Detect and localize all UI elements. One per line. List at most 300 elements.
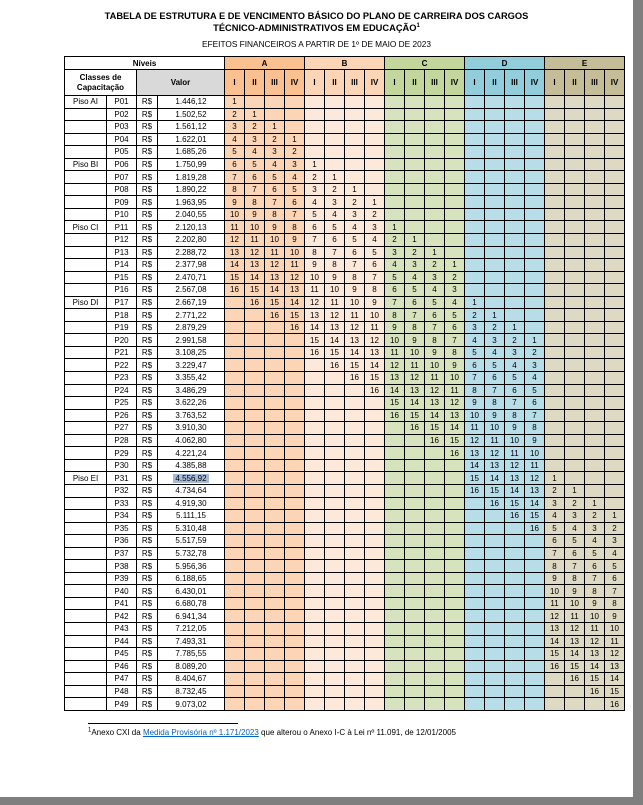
level-cell: [325, 409, 345, 422]
table-row-P07: [65, 171, 625, 184]
document-title: [0, 10, 633, 34]
level-cell: [325, 547, 345, 560]
level-cell: [525, 171, 545, 184]
level-cell: 8: [365, 284, 385, 297]
piso-cell: [65, 259, 107, 272]
step-cell: P49: [107, 698, 137, 711]
footnote-link[interactable]: Medida Provisória nº 1.171/2023: [142, 727, 259, 737]
level-cell: [545, 334, 565, 347]
level-cell: 16: [505, 510, 525, 523]
level-cell: [605, 221, 625, 234]
level-cell: 13: [485, 459, 505, 472]
level-cell: [245, 597, 265, 610]
level-cell: [545, 685, 565, 698]
level-cell: 7: [445, 334, 465, 347]
level-cell: [425, 447, 445, 460]
value-cell: 8.732,45: [158, 685, 225, 698]
level-cell: [225, 648, 245, 661]
level-cell: [285, 472, 305, 485]
level-cell: [525, 296, 545, 309]
level-cell: 3: [285, 158, 305, 171]
level-cell: 8: [405, 321, 425, 334]
level-cell: 13: [605, 660, 625, 673]
level-cell: [405, 572, 425, 585]
level-cell: [385, 171, 405, 184]
level-cell: [385, 497, 405, 510]
level-cell: [545, 409, 565, 422]
level-cell: [385, 648, 405, 661]
value-cell: 2.120,13: [158, 221, 225, 234]
level-cell: [505, 547, 525, 560]
level-cell: [225, 673, 245, 686]
value-cell: 3.486,29: [158, 384, 225, 397]
level-cell: 7: [565, 560, 585, 573]
level-cell: 14: [345, 346, 365, 359]
level-cell: [605, 296, 625, 309]
piso-cell: [65, 108, 107, 121]
level-cell: [505, 133, 525, 146]
level-cell: 4: [425, 284, 445, 297]
level-cell: [545, 133, 565, 146]
level-cell: 7: [525, 409, 545, 422]
level-cell: [505, 96, 525, 109]
level-cell: [365, 422, 385, 435]
level-cell: 3: [365, 221, 385, 234]
level-cell: [505, 171, 525, 184]
level-cell: [445, 597, 465, 610]
level-cell: 7: [545, 547, 565, 560]
level-cell: 4: [485, 346, 505, 359]
level-cell: 8: [565, 572, 585, 585]
level-cell: [565, 434, 585, 447]
currency-cell: R$: [137, 284, 158, 297]
level-cell: [345, 535, 365, 548]
level-cell: 3: [225, 121, 245, 134]
highlighted-value: 4.556,92: [175, 473, 207, 483]
table-row-P09: [65, 196, 625, 209]
level-cell: 11: [565, 610, 585, 623]
level-cell: [465, 96, 485, 109]
level-cell: [425, 685, 445, 698]
table-row-P12: [65, 234, 625, 247]
currency-cell: R$: [137, 685, 158, 698]
level-cell: 3: [525, 359, 545, 372]
level-cell: [545, 234, 565, 247]
currency-cell: R$: [137, 610, 158, 623]
level-cell: 15: [545, 648, 565, 661]
level-cell: [385, 685, 405, 698]
level-cell: 6: [245, 171, 265, 184]
level-cell: [585, 372, 605, 385]
level-cell: [445, 585, 465, 598]
level-cell: [345, 108, 365, 121]
level-cell: [385, 585, 405, 598]
level-cell: [245, 648, 265, 661]
level-cell: [545, 183, 565, 196]
level-cell: [565, 271, 585, 284]
table-row-P10: [65, 208, 625, 221]
level-cell: [445, 472, 465, 485]
level-cell: [545, 146, 565, 159]
level-cell: [445, 221, 465, 234]
level-cell: [285, 108, 305, 121]
piso-cell: [65, 560, 107, 573]
level-cell: [345, 158, 365, 171]
level-cell: [405, 585, 425, 598]
step-cell: P19: [107, 321, 137, 334]
level-cell: [345, 622, 365, 635]
level-cell: [405, 434, 425, 447]
level-cell: 3: [425, 271, 445, 284]
level-cell: [465, 497, 485, 510]
level-cell: [485, 259, 505, 272]
level-cell: [225, 560, 245, 573]
level-cell: [325, 422, 345, 435]
table-row-P17: [65, 296, 625, 309]
level-cell: 12: [345, 321, 365, 334]
currency-cell: R$: [137, 459, 158, 472]
level-cell: 10: [425, 359, 445, 372]
level-cell: [265, 535, 285, 548]
level-cell: 9: [425, 346, 445, 359]
level-cell: 1: [345, 183, 365, 196]
level-cell: [345, 510, 365, 523]
level-cell: 16: [245, 296, 265, 309]
value-cell: 2.040,55: [158, 208, 225, 221]
valor-header: Valor: [137, 70, 225, 96]
level-cell: 3: [445, 284, 465, 297]
level-cell: 5: [345, 234, 365, 247]
level-cell: [225, 346, 245, 359]
level-cell: 8: [545, 560, 565, 573]
step-cell: P18: [107, 309, 137, 322]
level-cell: 8: [225, 183, 245, 196]
level-cell: [585, 321, 605, 334]
level-cell: [245, 497, 265, 510]
level-cell: [505, 121, 525, 134]
level-cell: 6: [385, 284, 405, 297]
level-cell: 4: [345, 221, 365, 234]
footnote-marker: 1: [88, 727, 92, 734]
level-cell: [545, 296, 565, 309]
salary-table: [64, 56, 625, 711]
salary-table-header: [65, 57, 625, 96]
level-cell: [425, 648, 445, 661]
piso-cell: [65, 384, 107, 397]
level-cell: [265, 522, 285, 535]
value-cell: 1.622,01: [158, 133, 225, 146]
level-cell: 2: [285, 146, 305, 159]
level-cell: [545, 673, 565, 686]
level-cell: 3: [305, 183, 325, 196]
level-cell: 7: [285, 208, 305, 221]
table-row-P22: [65, 359, 625, 372]
level-cell: [365, 121, 385, 134]
level-cell: [405, 685, 425, 698]
step-cell: P03: [107, 121, 137, 134]
level-cell: [385, 547, 405, 560]
level-cell: [445, 610, 465, 623]
level-cell: [305, 96, 325, 109]
level-cell: 3: [465, 321, 485, 334]
level-cell: 10: [285, 246, 305, 259]
value-cell: 1.890,22: [158, 183, 225, 196]
level-cell: [285, 459, 305, 472]
level-cell: [605, 409, 625, 422]
level-cell: [325, 121, 345, 134]
step-cell: P39: [107, 572, 137, 585]
table-row-P29: [65, 447, 625, 460]
currency-cell: R$: [137, 246, 158, 259]
level-cell: [225, 572, 245, 585]
level-cell: [445, 535, 465, 548]
level-cell: 7: [405, 309, 425, 322]
level-cell: 2: [465, 309, 485, 322]
level-cell: 3: [505, 346, 525, 359]
level-cell: 15: [565, 660, 585, 673]
level-cell: [465, 673, 485, 686]
currency-cell: R$: [137, 96, 158, 109]
level-cell: [385, 572, 405, 585]
level-cell: [265, 397, 285, 410]
level-cell: [505, 522, 525, 535]
table-row-P38: [65, 560, 625, 573]
level-cell: [305, 685, 325, 698]
level-cell: [365, 572, 385, 585]
level-cell: [505, 622, 525, 635]
level-cell: 12: [605, 648, 625, 661]
level-header-c-iv: IV: [445, 70, 465, 96]
level-cell: 10: [525, 447, 545, 460]
level-cell: [445, 510, 465, 523]
level-cell: [265, 409, 285, 422]
level-cell: [365, 610, 385, 623]
level-cell: 3: [405, 259, 425, 272]
level-cell: [545, 284, 565, 297]
level-cell: [385, 610, 405, 623]
level-cell: [345, 522, 365, 535]
currency-cell: R$: [137, 271, 158, 284]
level-cell: 1: [485, 309, 505, 322]
level-cell: [465, 208, 485, 221]
level-cell: [265, 321, 285, 334]
level-cell: [565, 346, 585, 359]
level-cell: [405, 472, 425, 485]
level-cell: [245, 660, 265, 673]
level-cell: [545, 346, 565, 359]
level-cell: [585, 271, 605, 284]
table-row-P47: [65, 673, 625, 686]
level-cell: [585, 121, 605, 134]
level-cell: 3: [485, 334, 505, 347]
level-cell: [345, 146, 365, 159]
level-cell: 9: [605, 610, 625, 623]
table-row-P32: [65, 484, 625, 497]
level-cell: [465, 572, 485, 585]
level-cell: [545, 397, 565, 410]
piso-cell: [65, 648, 107, 661]
level-cell: 9: [505, 422, 525, 435]
piso-cell: Piso AI: [65, 96, 107, 109]
piso-cell: [65, 622, 107, 635]
level-cell: [565, 108, 585, 121]
level-cell: [565, 183, 585, 196]
level-cell: [565, 685, 585, 698]
level-cell: [345, 459, 365, 472]
level-cell: 14: [445, 422, 465, 435]
level-cell: [505, 572, 525, 585]
level-cell: [365, 133, 385, 146]
level-cell: [585, 359, 605, 372]
classes-header: Classes de Capacitação: [65, 70, 137, 96]
level-cell: [465, 522, 485, 535]
level-header-a-iii: III: [265, 70, 285, 96]
level-cell: [505, 610, 525, 623]
level-cell: [285, 510, 305, 523]
level-cell: [305, 359, 325, 372]
level-cell: [305, 660, 325, 673]
currency-cell: R$: [137, 472, 158, 485]
level-cell: [425, 234, 445, 247]
level-cell: 13: [585, 648, 605, 661]
level-cell: [605, 422, 625, 435]
piso-cell: [65, 196, 107, 209]
level-cell: [325, 158, 345, 171]
level-cell: 3: [565, 510, 585, 523]
level-cell: 1: [285, 133, 305, 146]
level-cell: [565, 259, 585, 272]
level-cell: 4: [405, 271, 425, 284]
level-cell: [305, 522, 325, 535]
level-cell: [525, 133, 545, 146]
level-cell: [305, 108, 325, 121]
level-cell: [485, 296, 505, 309]
level-cell: 7: [265, 196, 285, 209]
level-cell: 15: [525, 510, 545, 523]
level-cell: 15: [425, 422, 445, 435]
table-row-P37: [65, 547, 625, 560]
level-cell: [385, 183, 405, 196]
level-cell: 15: [245, 284, 265, 297]
level-cell: [405, 221, 425, 234]
level-cell: [445, 635, 465, 648]
level-cell: 5: [605, 560, 625, 573]
level-cell: [605, 108, 625, 121]
level-cell: [485, 208, 505, 221]
currency-cell: R$: [137, 409, 158, 422]
value-cell: 1.750,99: [158, 158, 225, 171]
level-header-d-ii: II: [485, 70, 505, 96]
value-cell: 9.073,02: [158, 698, 225, 711]
level-cell: 4: [385, 259, 405, 272]
level-header-b-iv: IV: [365, 70, 385, 96]
level-cell: 8: [505, 409, 525, 422]
level-cell: [545, 208, 565, 221]
level-cell: [465, 635, 485, 648]
currency-cell: R$: [137, 434, 158, 447]
currency-cell: R$: [137, 372, 158, 385]
level-cell: [465, 246, 485, 259]
step-cell: P35: [107, 522, 137, 535]
level-cell: [605, 372, 625, 385]
step-cell: P36: [107, 535, 137, 548]
table-row-P36: [65, 535, 625, 548]
level-cell: [585, 259, 605, 272]
level-cell: [225, 535, 245, 548]
currency-cell: R$: [137, 560, 158, 573]
level-cell: 9: [265, 221, 285, 234]
level-cell: [285, 334, 305, 347]
table-row-P16: [65, 284, 625, 297]
level-cell: 6: [525, 397, 545, 410]
value-cell: 7.493,31: [158, 635, 225, 648]
level-cell: 11: [545, 597, 565, 610]
level-cell: [325, 108, 345, 121]
level-cell: [425, 96, 445, 109]
level-cell: [365, 685, 385, 698]
level-cell: 11: [425, 372, 445, 385]
step-cell: P21: [107, 346, 137, 359]
level-cell: 5: [465, 346, 485, 359]
level-cell: [485, 585, 505, 598]
level-cell: [525, 221, 545, 234]
currency-cell: R$: [137, 221, 158, 234]
level-cell: 8: [585, 585, 605, 598]
level-cell: 10: [265, 234, 285, 247]
level-cell: [565, 372, 585, 385]
level-cell: [445, 208, 465, 221]
level-cell: 15: [345, 359, 365, 372]
level-cell: [365, 497, 385, 510]
level-cell: [385, 673, 405, 686]
level-cell: 6: [445, 321, 465, 334]
step-cell: P27: [107, 422, 137, 435]
currency-cell: R$: [137, 622, 158, 635]
level-cell: [605, 121, 625, 134]
level-cell: [325, 484, 345, 497]
level-cell: 13: [445, 409, 465, 422]
level-cell: [505, 597, 525, 610]
level-cell: [605, 196, 625, 209]
level-cell: [525, 108, 545, 121]
currency-cell: R$: [137, 196, 158, 209]
level-cell: [445, 698, 465, 711]
level-cell: [365, 459, 385, 472]
level-cell: 12: [565, 622, 585, 635]
level-cell: 8: [285, 221, 305, 234]
level-cell: [225, 409, 245, 422]
step-cell: P20: [107, 334, 137, 347]
level-cell: [465, 259, 485, 272]
table-row-P40: [65, 585, 625, 598]
step-cell: P28: [107, 434, 137, 447]
level-cell: [425, 459, 445, 472]
level-cell: 12: [265, 259, 285, 272]
piso-cell: [65, 359, 107, 372]
table-row-P18: [65, 309, 625, 322]
level-cell: [365, 635, 385, 648]
piso-cell: Piso CI: [65, 221, 107, 234]
level-cell: [405, 597, 425, 610]
level-cell: [405, 648, 425, 661]
level-cell: 1: [505, 321, 525, 334]
level-cell: 11: [585, 622, 605, 635]
currency-cell: R$: [137, 171, 158, 184]
level-cell: 13: [405, 384, 425, 397]
level-cell: [605, 271, 625, 284]
level-cell: 9: [245, 208, 265, 221]
level-cell: 1: [325, 171, 345, 184]
